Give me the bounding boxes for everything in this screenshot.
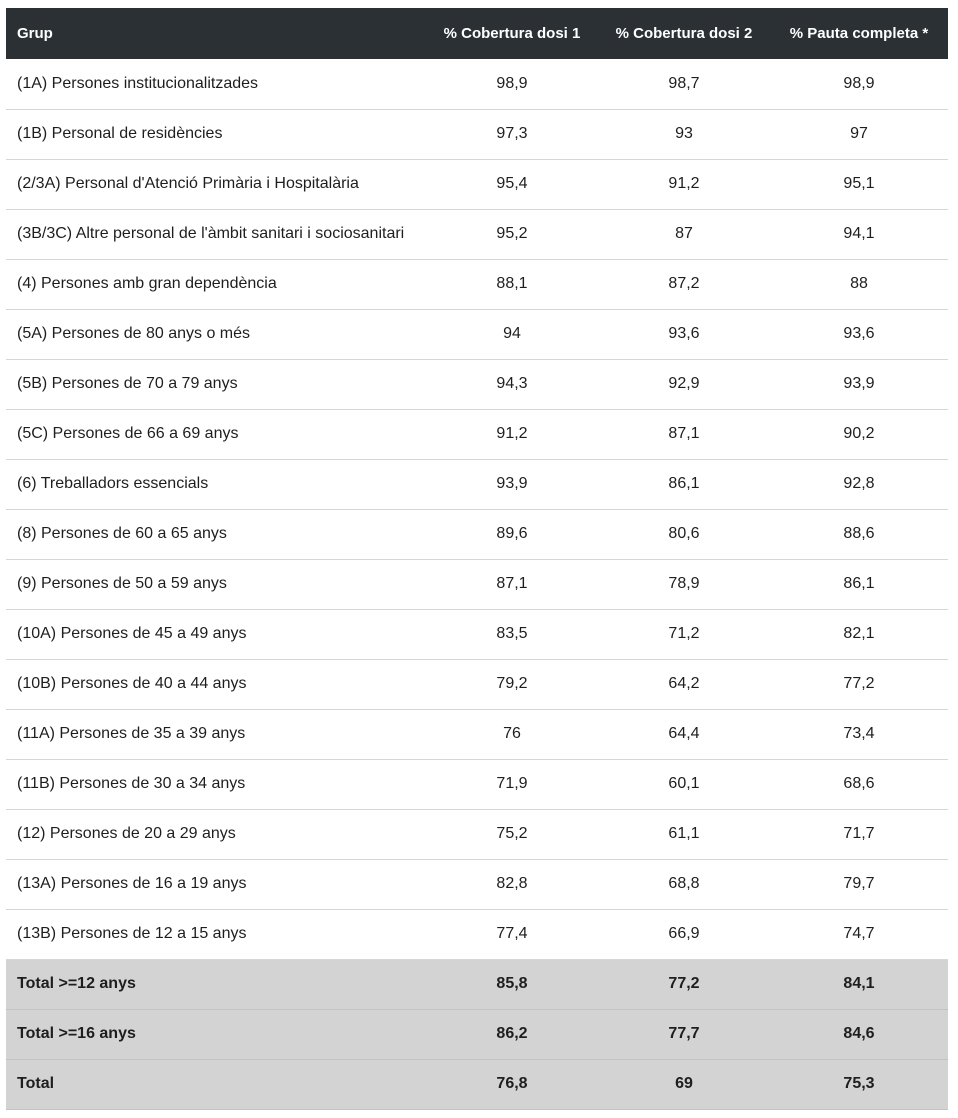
full-schedule-cell: 93,9 [843, 375, 875, 392]
table-row [6, 659, 948, 709]
table-row [6, 459, 948, 509]
group-cell: (4) Persones amb gran dependència [17, 275, 277, 292]
group-cell: Total [17, 1075, 55, 1092]
group-cell: (1A) Persones institucionalitzades [17, 74, 259, 92]
full-schedule-cell: 88 [850, 275, 868, 292]
dose-2-cell: 64,2 [668, 675, 700, 692]
table-row [6, 409, 948, 459]
dose-2-cell: 69 [675, 1075, 693, 1092]
group-cell: (13B) Persones de 12 a 15 anys [17, 925, 247, 942]
full-schedule-cell: 84,1 [843, 975, 875, 992]
full-schedule-cell: 93,6 [843, 325, 875, 342]
group-cell: Total >=12 anys [17, 975, 136, 992]
dose-2-cell: 92,9 [668, 375, 700, 392]
dose-1-cell: 76,8 [496, 1075, 528, 1092]
group-cell: (10B) Persones de 40 a 44 anys [17, 675, 247, 692]
column-header-dose-2: % Cobertura dosi 2 [615, 25, 753, 42]
full-schedule-cell: 73,4 [843, 725, 875, 742]
dose-2-cell: 86,1 [668, 475, 700, 492]
dose-1-cell: 94 [503, 325, 521, 342]
full-schedule-cell: 88,6 [843, 525, 875, 542]
dose-2-cell: 93 [675, 125, 693, 142]
group-cell: (13A) Persones de 16 a 19 anys [17, 875, 247, 892]
dose-1-cell: 98,9 [496, 74, 528, 92]
table-row [6, 309, 948, 359]
group-cell: (11A) Persones de 35 a 39 anys [17, 725, 246, 742]
dose-2-cell: 91,2 [668, 175, 700, 192]
table-row [6, 559, 948, 609]
dose-1-cell: 79,2 [496, 675, 528, 692]
group-cell: (5C) Persones de 66 a 69 anys [17, 425, 239, 442]
dose-2-cell: 78,9 [668, 575, 700, 592]
dose-1-cell: 86,2 [496, 1025, 528, 1042]
dose-1-cell: 91,2 [496, 425, 528, 442]
dose-1-cell: 94,3 [496, 375, 528, 392]
table-row [6, 809, 948, 859]
dose-1-cell: 89,6 [496, 525, 528, 542]
total-row [6, 1009, 948, 1059]
total-row [6, 959, 948, 1009]
full-schedule-cell: 79,7 [843, 875, 875, 892]
dose-2-cell: 87 [675, 225, 693, 242]
table-row [6, 709, 948, 759]
table-row [6, 59, 948, 109]
full-schedule-cell: 90,2 [843, 425, 875, 442]
full-schedule-cell: 74,7 [843, 925, 875, 942]
dose-2-cell: 93,6 [668, 325, 700, 342]
group-cell: (11B) Persones de 30 a 34 anys [17, 775, 246, 792]
dose-2-cell: 80,6 [668, 525, 700, 542]
group-cell: (6) Treballadors essencials [17, 475, 209, 492]
dose-1-cell: 97,3 [496, 125, 528, 142]
group-cell: (8) Persones de 60 a 65 anys [17, 525, 227, 542]
dose-2-cell: 87,2 [668, 275, 700, 292]
table-row [6, 259, 948, 309]
full-schedule-cell: 75,3 [843, 1075, 875, 1092]
group-cell: Total >=16 anys [17, 1025, 136, 1042]
dose-2-cell: 87,1 [668, 425, 700, 442]
group-cell: (2/3A) Personal d'Atenció Primària i Hospitalària [17, 175, 359, 192]
table-row [6, 209, 948, 259]
table-row [6, 509, 948, 559]
group-cell: (10A) Persones de 45 a 49 anys [17, 625, 247, 642]
full-schedule-cell: 95,1 [843, 175, 875, 192]
dose-2-cell: 66,9 [668, 925, 700, 942]
dose-1-cell: 87,1 [496, 575, 528, 592]
dose-2-cell: 77,7 [668, 1025, 700, 1042]
table-row [6, 859, 948, 909]
dose-2-cell: 71,2 [668, 625, 700, 642]
group-cell: (5B) Persones de 70 a 79 anys [17, 375, 238, 392]
table-row [6, 609, 948, 659]
table-row [6, 109, 948, 159]
dose-1-cell: 95,4 [496, 175, 528, 192]
column-header-dose-1: % Cobertura dosi 1 [443, 25, 581, 42]
header-row [6, 8, 948, 59]
full-schedule-cell: 97 [850, 125, 868, 142]
dose-1-cell: 93,9 [496, 475, 528, 492]
dose-2-cell: 60,1 [668, 775, 700, 792]
table-row [6, 759, 948, 809]
dose-2-cell: 77,2 [668, 975, 700, 992]
full-schedule-cell: 68,6 [843, 775, 875, 792]
full-schedule-cell: 86,1 [843, 575, 875, 592]
table-header [6, 8, 948, 59]
full-schedule-cell: 82,1 [843, 625, 875, 642]
column-header-group: Grup [17, 25, 53, 42]
full-schedule-cell: 98,9 [843, 74, 875, 92]
table-row [6, 159, 948, 209]
dose-1-cell: 71,9 [496, 775, 528, 792]
full-schedule-cell: 84,6 [843, 1025, 875, 1042]
group-cell: (12) Persones de 20 a 29 anys [17, 825, 236, 842]
dose-1-cell: 88,1 [496, 275, 528, 292]
dose-1-cell: 77,4 [496, 925, 528, 942]
dose-1-cell: 76 [503, 725, 521, 742]
column-header-full-schedule: % Pauta completa * [789, 25, 929, 42]
total-row [6, 1059, 948, 1109]
table-body [6, 59, 948, 1109]
group-cell: (3B/3C) Altre personal de l'àmbit sanitari i sociosanitari [17, 225, 405, 242]
dose-2-cell: 68,8 [668, 875, 700, 892]
vaccination-coverage-table [6, 8, 948, 1110]
table-row [6, 359, 948, 409]
dose-1-cell: 82,8 [496, 875, 528, 892]
dose-1-cell: 85,8 [496, 975, 528, 992]
full-schedule-cell: 92,8 [843, 475, 875, 492]
table-row [6, 909, 948, 959]
dose-1-cell: 75,2 [496, 825, 528, 842]
group-cell: (1B) Personal de residències [17, 125, 223, 142]
dose-2-cell: 64,4 [668, 725, 700, 742]
dose-2-cell: 98,7 [668, 74, 700, 92]
group-cell: (5A) Persones de 80 anys o més [17, 325, 251, 342]
dose-1-cell: 83,5 [496, 625, 528, 642]
full-schedule-cell: 77,2 [843, 675, 875, 692]
group-cell: (9) Persones de 50 a 59 anys [17, 575, 227, 592]
full-schedule-cell: 94,1 [843, 225, 875, 242]
coverage-table-container [6, 8, 948, 1110]
full-schedule-cell: 71,7 [843, 825, 875, 842]
dose-1-cell: 95,2 [496, 225, 528, 242]
dose-2-cell: 61,1 [668, 825, 700, 842]
